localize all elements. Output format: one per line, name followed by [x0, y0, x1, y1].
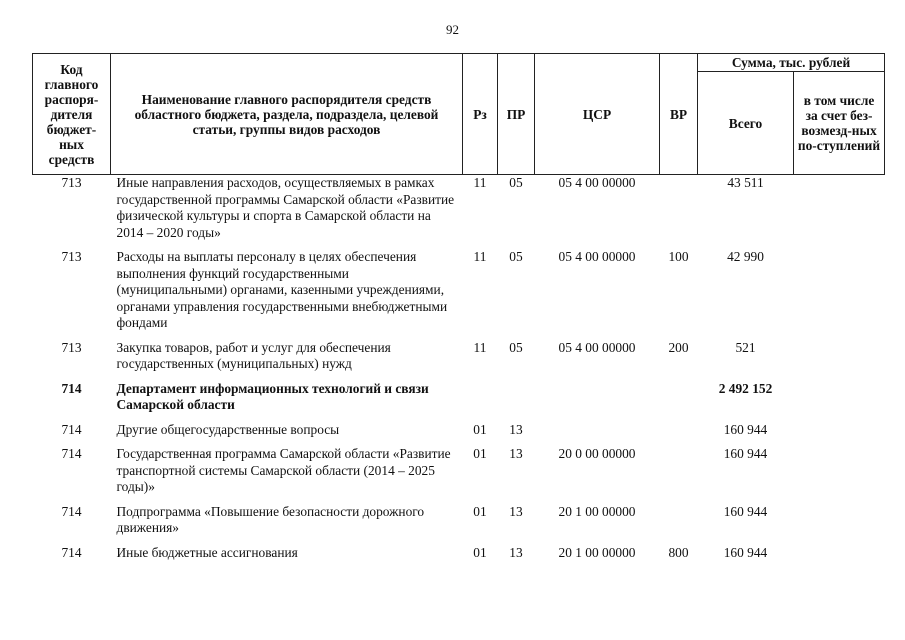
header-total: Всего [698, 72, 794, 175]
row-code: 714 [61, 503, 82, 519]
table-row [33, 422, 885, 447]
row-csr: 05 4 00 00000 [558, 339, 636, 355]
row-name: Иные направления расходов, осуществляемых в рамках государственной программы Самарской области «Развитие физической культуры и спорта в Самарской области на 2014 – 2020 годы» [116, 175, 455, 240]
row-total: 42 990 [727, 249, 764, 264]
row-rz: 01 [473, 544, 487, 560]
row-rz: 01 [473, 503, 487, 519]
row-csr: 20 1 00 00000 [558, 503, 636, 519]
row-vr [660, 381, 698, 422]
row-incl [794, 446, 885, 504]
table-row [33, 504, 885, 545]
row-total: 160 944 [723, 446, 768, 461]
row-code: 714 [61, 544, 82, 560]
row-incl [794, 422, 885, 447]
row-name: Подпрограмма «Повышение безопасности дорожного движения» [116, 503, 425, 535]
table-row [33, 545, 885, 570]
row-pr: 13 [509, 446, 523, 461]
header-sum: Сумма, тыс. рублей [698, 54, 885, 72]
table-row [33, 381, 885, 422]
table-header [33, 54, 885, 175]
row-name: Закупка товаров, работ и услуг для обеспечения государственных (муниципальных) нужд [116, 339, 391, 371]
table-row [33, 340, 885, 381]
row-total: 43 511 [727, 175, 764, 190]
row-pr: 05 [509, 175, 523, 190]
row-rz: 11 [473, 249, 487, 264]
row-pr: 05 [509, 249, 523, 264]
row-pr [498, 381, 535, 422]
table-body [33, 175, 885, 570]
header-csr: ЦСР [535, 54, 660, 175]
row-csr: 05 4 00 00000 [558, 249, 636, 264]
row-rz: 11 [473, 339, 487, 355]
row-total: 160 944 [723, 421, 768, 437]
page-number: 92 [446, 22, 459, 37]
row-incl [794, 175, 885, 250]
row-vr: 100 [668, 249, 689, 264]
table-row [33, 175, 885, 250]
row-pr: 13 [509, 421, 523, 437]
row-code: 714 [61, 421, 82, 437]
row-rz: 01 [473, 421, 487, 437]
header-pr: ПР [498, 54, 535, 175]
row-incl [794, 504, 885, 545]
row-name: Государственная программа Самарской области «Развитие транспортной системы Самарской области (2014 – 2025 годы)» [116, 446, 451, 494]
header-name: Наименование главного распорядителя средств областного бюджета, раздела, подраздела, целевой статьи, группы видов расходов [111, 54, 463, 175]
row-code: 714 [61, 380, 82, 396]
row-code: 713 [61, 249, 82, 264]
row-vr [660, 504, 698, 545]
budget-table [32, 53, 885, 569]
row-rz [463, 381, 498, 422]
row-name: Департамент информационных технологий и связи Самарской области [116, 380, 429, 412]
row-name: Другие общегосударственные вопросы [116, 421, 340, 437]
row-csr: 20 0 00 00000 [558, 446, 636, 461]
row-total: 2 492 152 [718, 380, 773, 396]
row-code: 713 [61, 339, 82, 355]
row-vr [660, 422, 698, 447]
row-total: 160 944 [723, 544, 768, 560]
row-rz: 11 [473, 175, 487, 190]
row-code: 714 [61, 446, 82, 461]
row-csr: 20 1 00 00000 [558, 544, 636, 560]
row-vr [660, 175, 698, 250]
header-code: Код главного распоря-дителя бюджет-ных средств [33, 54, 111, 175]
row-rz: 01 [473, 446, 487, 461]
row-code: 713 [61, 175, 82, 190]
row-csr: 05 4 00 00000 [558, 175, 636, 190]
row-pr: 13 [509, 544, 523, 560]
row-name: Иные бюджетные ассигнования [116, 544, 298, 560]
row-incl [794, 545, 885, 570]
row-incl [794, 381, 885, 422]
row-vr [660, 446, 698, 504]
row-vr: 800 [668, 544, 689, 560]
row-pr: 05 [509, 339, 523, 355]
row-incl [794, 340, 885, 381]
header-rz: Рз [463, 54, 498, 175]
row-pr: 13 [509, 503, 523, 519]
table-row [33, 249, 885, 340]
row-vr: 200 [668, 339, 689, 355]
header-vr: ВР [660, 54, 698, 175]
table-row [33, 446, 885, 504]
row-total: 521 [735, 339, 756, 355]
row-csr [535, 422, 660, 447]
header-incl: в том числе за счет без-возмезд-ных по-ступлений [794, 72, 885, 175]
row-incl [794, 249, 885, 340]
row-name: Расходы на выплаты персоналу в целях обеспечения выполнения функций государственными (муниципальными) органами, казенными учреждениями, органами управления государственными внебюджетными фондами [116, 249, 448, 330]
row-total: 160 944 [723, 503, 768, 519]
row-csr [535, 381, 660, 422]
